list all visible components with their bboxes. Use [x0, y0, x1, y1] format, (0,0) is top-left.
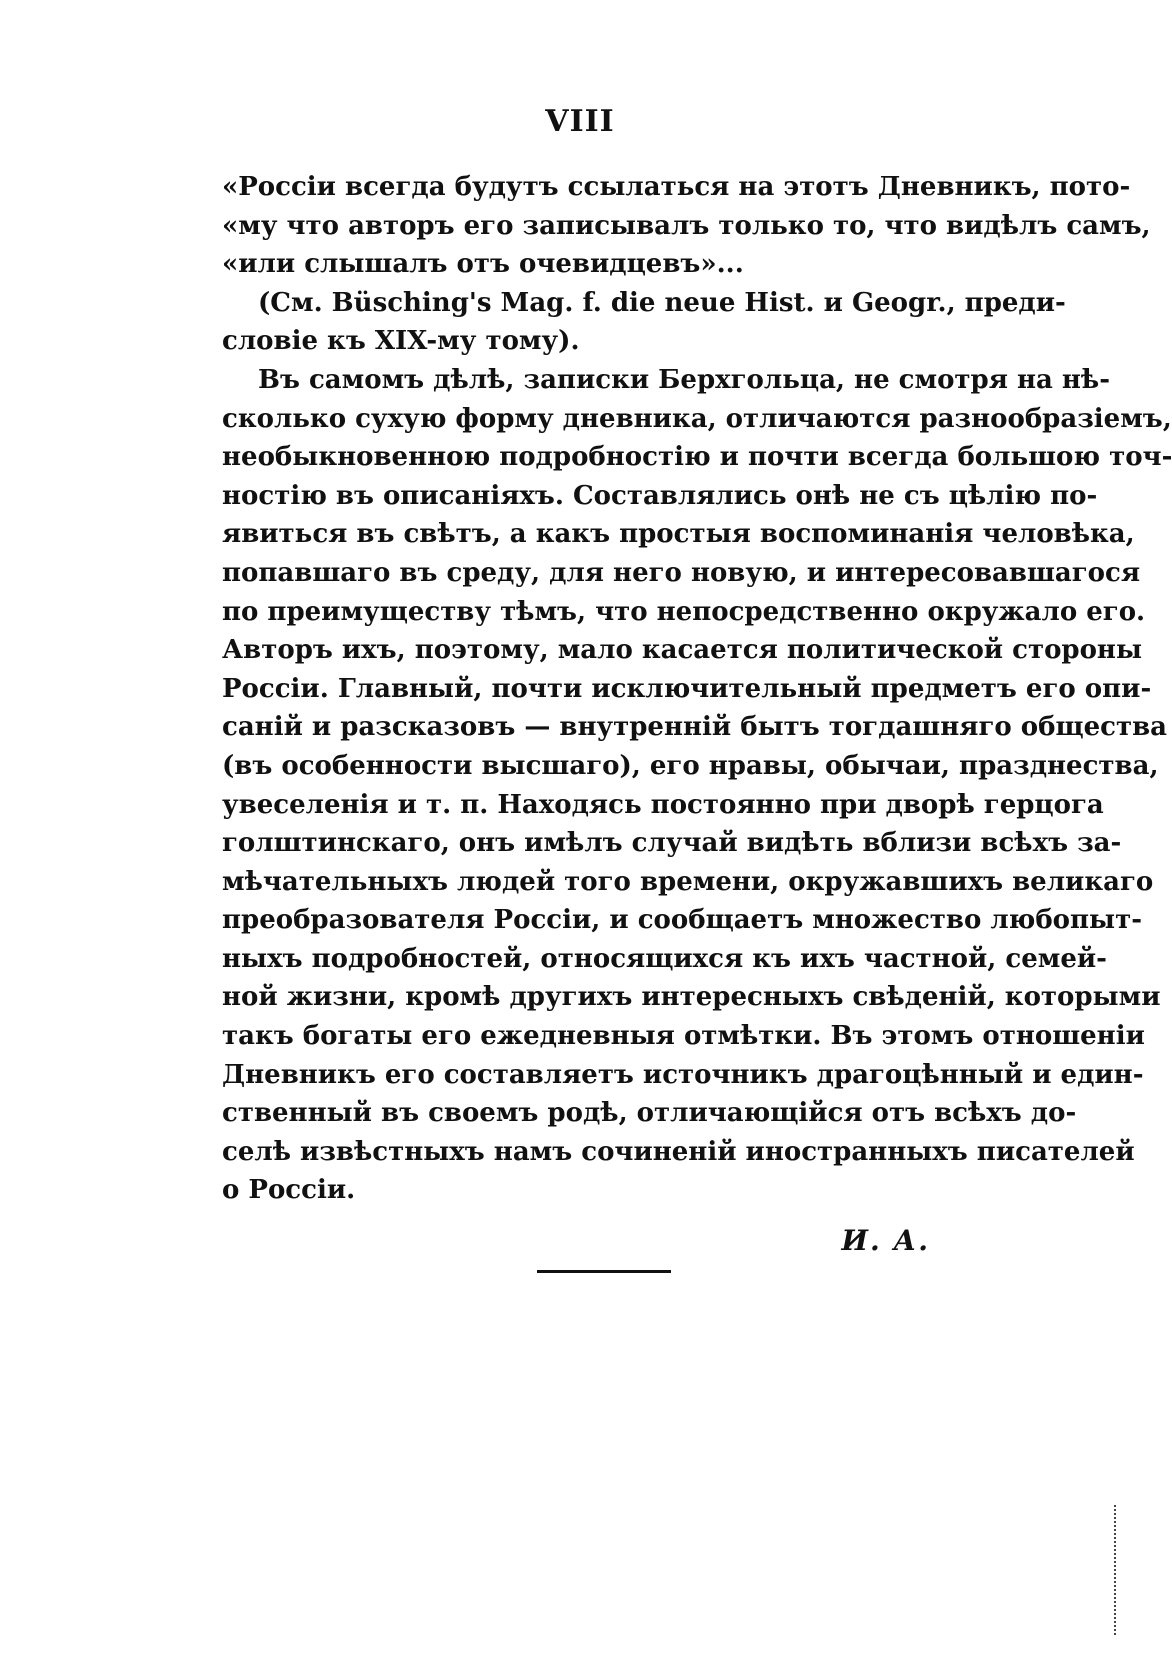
text-line: ной жизни, кромѣ другихъ интересныхъ свѣденій, которыми: [222, 982, 1161, 1013]
scan-edge-marks: [1112, 1505, 1116, 1635]
text-line: саній и разсказовъ — внутренній бытъ тогдашняго общества: [222, 712, 1168, 743]
text-line: о Россіи.: [222, 1175, 356, 1206]
text-line: увеселенія и т. п. Находясь постоянно при дворѣ герцога: [222, 789, 1104, 820]
closing-rule: [537, 1270, 671, 1273]
author-initials: И. А.: [841, 1224, 930, 1257]
text-line: Дневникъ его составляетъ источникъ драгоцѣнный и един-: [222, 1059, 1144, 1090]
text-line: (См. Büsching's Mag. f. die neue Hist. и Geogr., преди-: [258, 287, 1066, 318]
text-line: необыкновенною подробностію и почти всегда большою точ-: [222, 442, 1172, 473]
text-line: по преимуществу тѣмъ, что непосредственно окружало его.: [222, 596, 1146, 627]
text-line: селѣ извѣстныхъ намъ сочиненій иностранныхъ писателей: [222, 1136, 1135, 1167]
text-line: мѣчательныхъ людей того времени, окружавшихъ великаго: [222, 866, 1154, 897]
text-line: ственный въ своемъ родѣ, отличающійся отъ всѣхъ до-: [222, 1098, 1077, 1129]
text-line: ныхъ подробностей, относящихся къ ихъ частной, семей-: [222, 943, 1107, 974]
text-line: сколько сухую форму дневника, отличаются разнообразіемъ,: [222, 403, 1172, 434]
text-line: такъ богаты его ежедневныя отмѣтки. Въ этомъ отношеніи: [222, 1021, 1145, 1052]
text-line: (въ особенности высшаго), его нравы, обычаи, празднества,: [222, 750, 1159, 781]
text-line: преобразователя Россіи, и сообщаетъ множество любопыт-: [222, 905, 1143, 936]
text-line: «Россіи всегда будутъ ссылаться на этотъ Дневникъ, пото-: [222, 172, 1131, 202]
text-line: попавшаго въ среду, для него новую, и интересовавшагося: [222, 557, 1141, 588]
text-line: ностію въ описаніяхъ. Составлялись онѣ не съ цѣлію по-: [222, 480, 1098, 511]
text-line: голштинскаго, онъ имѣлъ случай видѣть вблизи всѣхъ за-: [222, 828, 1122, 859]
text-line: Въ самомъ дѣлѣ, записки Берхгольца, не смотря на нѣ-: [258, 364, 1110, 395]
text-line: Россіи. Главный, почти исключительный предметъ его опи-: [222, 673, 1152, 704]
text-line: явиться въ свѣтъ, а какъ простыя воспоминанія человѣка,: [222, 519, 1135, 550]
body-text: [222, 168, 1172, 1210]
text-line: «или слышалъ отъ очевидцевъ»...: [222, 249, 744, 280]
text-line: Авторъ ихъ, поэтому, мало касается политической стороны: [222, 635, 1143, 666]
text-line: словіе къ XIX-му тому).: [222, 326, 580, 357]
text-line: «му что авторъ его записывалъ только то, что видѣлъ самъ,: [222, 210, 1151, 241]
page-number: VIII: [545, 104, 615, 139]
